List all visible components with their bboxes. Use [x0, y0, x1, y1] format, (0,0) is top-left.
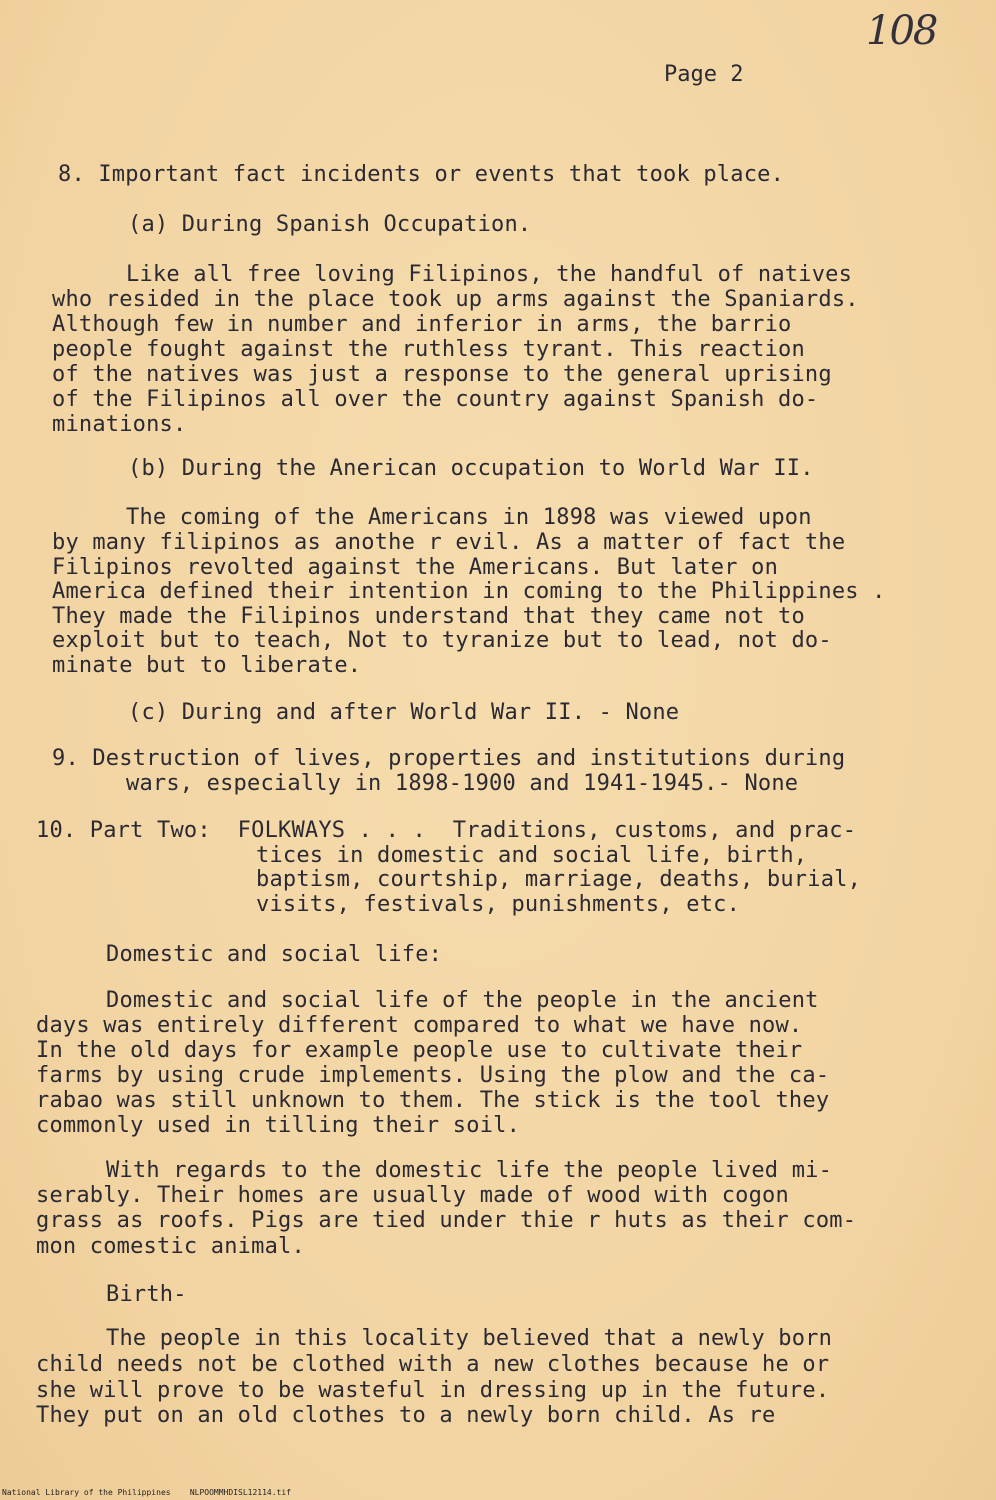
- domestic-line: With regards to the domestic life the people lived mi-: [106, 1158, 833, 1183]
- item-8a-line: Although few in number and inferior in arms, the barrio: [52, 312, 792, 337]
- domestic-line: days was entirely different compared to what we have now.: [36, 1013, 803, 1038]
- domestic-line: rabao was still unknown to them. The stick is the tool they: [36, 1088, 830, 1113]
- item-8b-heading: (b) During the Anerican occupation to World War II.: [128, 456, 814, 481]
- item-8b-line: minate but to liberate.: [52, 653, 362, 678]
- domestic-line: farms by using crude implements. Using the plow and the ca-: [36, 1063, 830, 1088]
- item-9-line: wars, especially in 1898-1900 and 1941-1945.- None: [126, 771, 799, 796]
- item-8b-line: America defined their intention in coming to the Philippines .: [52, 579, 886, 604]
- footer-library: National Library of the Philippines: [2, 1488, 171, 1497]
- scan-footer: [2, 1488, 291, 1497]
- item-8a-line: people fought against the ruthless tyrant. This reaction: [52, 337, 805, 362]
- birth-line: The people in this locality believed that a newly born: [106, 1326, 833, 1351]
- handwritten-page-number: 108: [866, 8, 937, 54]
- item-10-line: visits, festivals, punishments, etc.: [256, 892, 741, 917]
- item-8-heading: 8. Important fact incidents or events that took place.: [58, 162, 785, 187]
- footer-file: NLPOOMMHDISL12114.tif: [189, 1488, 291, 1497]
- item-8a-line: who resided in the place took up arms against the Spaniards.: [52, 287, 859, 312]
- domestic-line: commonly used in tilling their soil.: [36, 1113, 521, 1138]
- domestic-line: In the old days for example people use to cultivate their: [36, 1038, 803, 1063]
- domestic-line: serably. Their homes are usually made of wood with cogon: [36, 1183, 789, 1208]
- birth-line: They put on an old clothes to a newly born child. As re: [36, 1403, 776, 1428]
- domestic-heading: Domestic and social life:: [106, 942, 443, 967]
- item-8b-line: They made the Filipinos understand that they came not to: [52, 604, 805, 629]
- page-header: Page 2: [664, 62, 744, 87]
- item-8a-line: of the natives was just a response to the general uprising: [52, 362, 832, 387]
- item-8b-line: exploit but to teach, Not to tyranize but to lead, not do-: [52, 628, 832, 653]
- domestic-line: grass as roofs. Pigs are tied under thie r huts as their com-: [36, 1208, 857, 1233]
- item-8a-heading: (a) During Spanish Occupation.: [128, 212, 532, 237]
- item-10-line: tices in domestic and social life, birth,: [256, 843, 808, 868]
- domestic-line: Domestic and social life of the people in the ancient: [106, 988, 819, 1013]
- item-9-line: 9. Destruction of lives, properties and institutions during: [52, 746, 846, 771]
- domestic-line: mon comestic animal.: [36, 1234, 305, 1259]
- item-8c-heading: (c) During and after World War II. - None: [128, 700, 680, 725]
- birth-line: child needs not be clothed with a new clothes because he or: [36, 1352, 830, 1377]
- birth-heading: Birth-: [106, 1282, 187, 1307]
- item-8b-line: The coming of the Americans in 1898 was viewed upon: [126, 505, 812, 530]
- item-8b-line: Filipinos revolted against the Americans. But later on: [52, 555, 779, 580]
- item-8a-line: Like all free loving Filipinos, the handful of natives: [126, 262, 853, 287]
- item-10-line: 10. Part Two: FOLKWAYS . . . Traditions, customs, and prac-: [36, 818, 857, 843]
- item-8a-line: minations.: [52, 412, 187, 437]
- item-8b-line: by many filipinos as anothe r evil. As a matter of fact the: [52, 530, 846, 555]
- birth-line: she will prove to be wasteful in dressing up in the future.: [36, 1378, 830, 1403]
- item-10-line: baptism, courtship, marriage, deaths, burial,: [256, 867, 862, 892]
- item-8a-line: of the Filipinos all over the country against Spanish do-: [52, 387, 819, 412]
